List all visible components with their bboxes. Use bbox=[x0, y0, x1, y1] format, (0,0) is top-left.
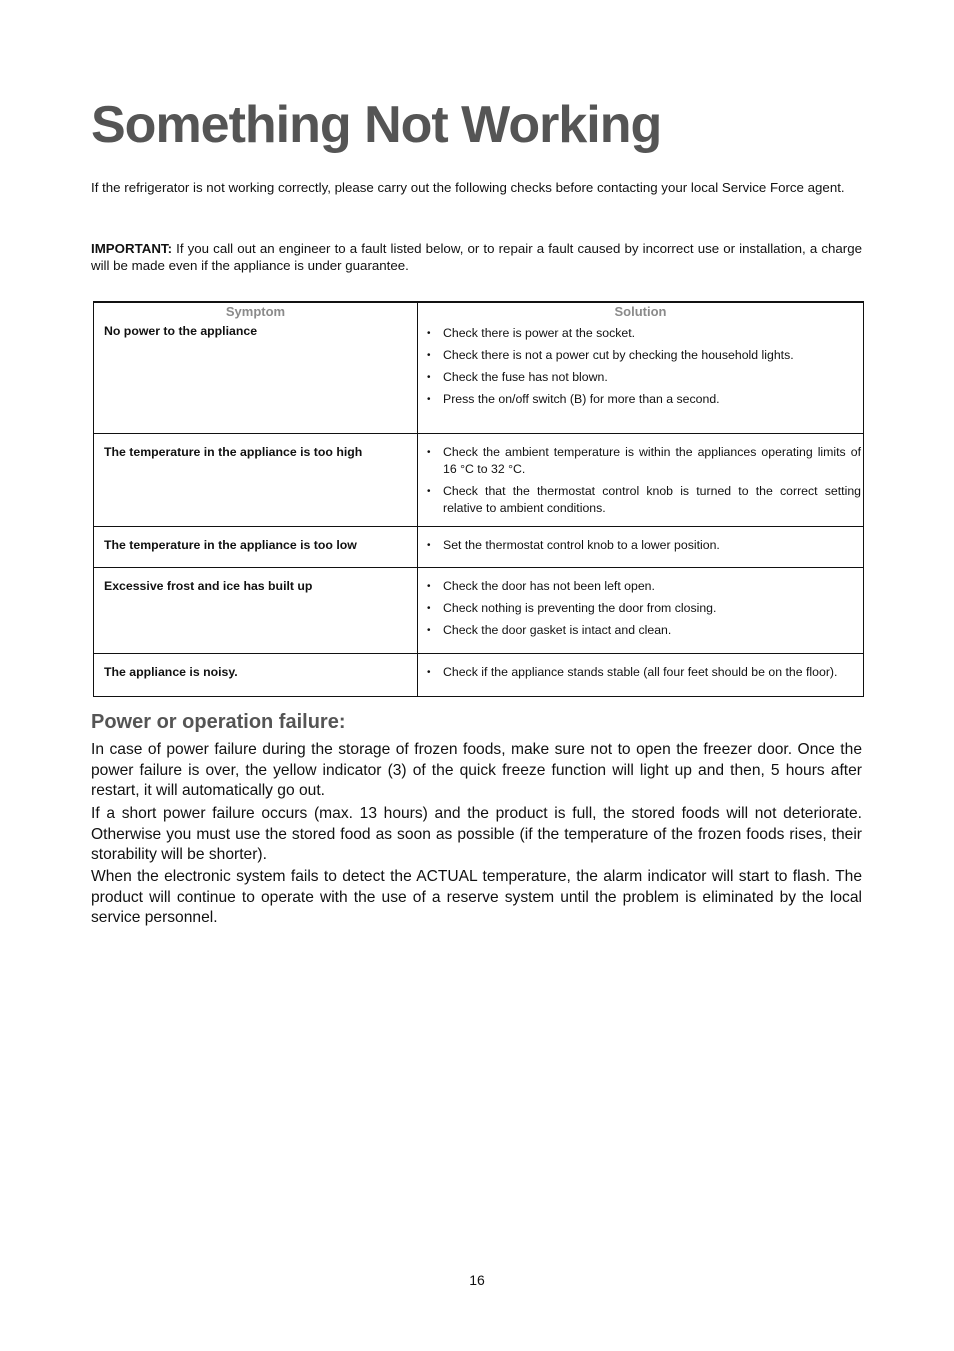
table-row bbox=[94, 654, 864, 697]
solution-item: • Check the fuse has not blown. bbox=[427, 370, 608, 384]
table-row bbox=[94, 568, 864, 654]
important-notice bbox=[91, 240, 862, 274]
bullet-icon: • bbox=[427, 447, 431, 458]
solution-item: • Check nothing is preventing the door from closing. bbox=[427, 601, 717, 615]
symptom-cell: Excessive frost and ice has built up bbox=[104, 579, 313, 593]
important-text: If you call out an engineer to a fault listed below, or to repair a fault caused by incorrect use or installation, a charge will be made even if the appliance is under guarantee. bbox=[91, 241, 862, 273]
bullet-icon: • bbox=[427, 394, 431, 405]
bullet-icon: • bbox=[427, 350, 431, 361]
symptom-header: Symptom bbox=[94, 302, 418, 321]
solution-item: • Check the door gasket is intact and clean. bbox=[427, 623, 672, 637]
important-label: IMPORTANT: bbox=[91, 241, 173, 256]
solution-item: • Check the ambient temperature is within the appliances operating limits of 16 °C to 32 °C. bbox=[427, 445, 861, 476]
bullet-icon: • bbox=[427, 486, 431, 497]
body-paragraph: When the electronic system fails to detect the ACTUAL temperature, the alarm indicator will start to flash. The product will continue to operate with the use of a reserve system until the problem is eliminated by the local service personnel. bbox=[91, 868, 862, 927]
solution-item: • Check the door has not been left open. bbox=[427, 579, 655, 593]
solution-list bbox=[418, 434, 863, 526]
bullet-icon: • bbox=[427, 581, 431, 592]
solution-item: • Set the thermostat control knob to a lower position. bbox=[427, 538, 720, 552]
symptom-cell: The appliance is noisy. bbox=[104, 665, 238, 679]
solution-list bbox=[418, 527, 863, 563]
solution-item: • Check there is not a power cut by checking the household lights. bbox=[427, 348, 794, 362]
page-title: Something Not Working bbox=[91, 96, 662, 154]
bullet-icon: • bbox=[427, 667, 431, 678]
symptom-cell: The temperature in the appliance is too low bbox=[104, 538, 357, 552]
solution-header: Solution bbox=[418, 302, 864, 321]
page-number: 16 bbox=[469, 1272, 485, 1288]
table-row bbox=[94, 434, 864, 527]
symptom-cell: The temperature in the appliance is too high bbox=[104, 445, 363, 459]
table-row bbox=[94, 527, 864, 568]
table-row bbox=[94, 321, 864, 434]
bullet-icon: • bbox=[427, 603, 431, 614]
solution-item: • Press the on/off switch (B) for more than a second. bbox=[427, 392, 720, 406]
bullet-icon: • bbox=[427, 625, 431, 636]
solution-list bbox=[418, 654, 863, 690]
table-header-row bbox=[94, 302, 864, 321]
bullet-icon: • bbox=[427, 372, 431, 383]
solution-list bbox=[418, 568, 863, 648]
troubleshooting-table bbox=[93, 301, 864, 697]
body-paragraph: If a short power failure occurs (max. 13 hours) and the product is full, the stored foods will not deteriorate. Otherwise you must use the stored food as soon as possible (if the temperature of the frozen foods rises, their storability will be shorter). bbox=[91, 805, 862, 864]
body-paragraph: In case of power failure during the storage of frozen foods, make sure not to open the freezer door. Once the power failure is over, the yellow indicator (3) of the quick freeze function will light up and then, 5 hours after restart, it will automatically go out. bbox=[91, 741, 862, 800]
solution-list bbox=[418, 321, 863, 417]
intro-paragraph: If the refrigerator is not working correctly, please carry out the following checks before contacting your local Service Force agent. bbox=[91, 180, 845, 195]
section-heading: Power or operation failure: bbox=[91, 711, 346, 733]
solution-item: • Check there is power at the socket. bbox=[427, 326, 636, 340]
bullet-icon: • bbox=[427, 328, 431, 339]
solution-item: • Check that the thermostat control knob is turned to the correct setting relative to ambient conditions. bbox=[427, 484, 861, 515]
bullet-icon: • bbox=[427, 540, 431, 551]
solution-item: • Check if the appliance stands stable (all four feet should be on the floor). bbox=[427, 665, 838, 679]
symptom-cell: No power to the appliance bbox=[104, 324, 258, 338]
